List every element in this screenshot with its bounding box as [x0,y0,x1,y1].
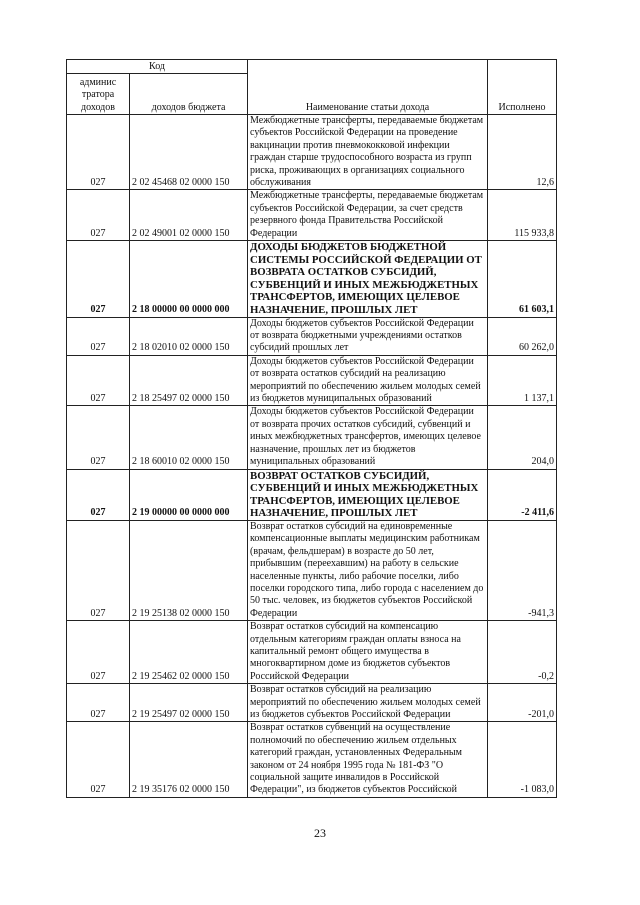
budget-code-cell: 2 19 00000 00 0000 000 [130,469,248,520]
amount-cell: 1 137,1 [488,355,557,406]
table-body [67,115,557,798]
budget-code-cell: 2 02 45468 02 0000 150 [130,115,248,190]
admin-cell: 027 [67,190,130,241]
admin-cell: 027 [67,722,130,797]
admin-cell: 027 [67,115,130,190]
amount-cell: -201,0 [488,684,557,722]
amount-cell: 12,6 [488,115,557,190]
income-name-cell: ВОЗВРАТ ОСТАТКОВ СУБСИДИЙ, СУБВЕНЦИЙ И ИНЫХ МЕЖБЮДЖЕТНЫХ ТРАНСФЕРТОВ, ИМЕЮЩИХ ЦЕЛЕВОЕ НАЗНАЧЕНИЕ, ПРОШЛЫХ ЛЕТ [248,469,488,520]
table-row [67,722,557,797]
executed-column-header: Исполнено [488,60,557,115]
income-name-cell: Доходы бюджетов субъектов Российской Федерации от возврата прочих остатков субсидий, субвенций и иных межбюджетных трансфертов, имеющих целевое назначение, прошлых лет из бюджетов муниципальных образований [248,406,488,469]
amount-cell: 60 262,0 [488,317,557,355]
amount-cell: -1 083,0 [488,722,557,797]
admin-cell: 027 [67,684,130,722]
income-code-column-header: доходов бюджета [130,74,248,115]
budget-code-cell: 2 18 02010 02 0000 150 [130,317,248,355]
income-name-cell: Доходы бюджетов субъектов Российской Федерации от возврата бюджетными учреждениями остатков субсидий прошлых лет [248,317,488,355]
budget-code-cell: 2 18 60010 02 0000 150 [130,406,248,469]
budget-code-cell: 2 19 25497 02 0000 150 [130,684,248,722]
budget-code-cell: 2 19 25462 02 0000 150 [130,621,248,684]
admin-cell: 027 [67,317,130,355]
table-row [67,355,557,406]
admin-cell: 027 [67,355,130,406]
table-row [67,406,557,469]
table-row [67,317,557,355]
table-row [67,469,557,520]
table-row [67,241,557,318]
amount-cell: 204,0 [488,406,557,469]
budget-code-cell: 2 19 35176 02 0000 150 [130,722,248,797]
amount-cell: 61 603,1 [488,241,557,318]
income-name-cell: Межбюджетные трансферты, передаваемые бюджетам субъектов Российской Федерации, за счет средств резервного фонда Правительства Российской Федерации [248,190,488,241]
admin-column-header: админис тратора доходов [67,74,130,115]
income-name-cell: Возврат остатков субвенций на осуществление полномочий по обеспечению жильем отдельных категорий граждан, установленных Федеральным законом от 24 ноября 1995 года № 181-ФЗ "О социальной защите инвалидов в Российской Федерации", из бюджетов субъектов Российской [248,722,488,797]
amount-cell: -2 411,6 [488,469,557,520]
budget-code-cell: 2 19 25138 02 0000 150 [130,520,248,620]
income-name-cell: Возврат остатков субсидий на единовременные компенсационные выплаты медицинским работникам (врачам, фельдшерам) в возрасте до 50 лет, прибывшим (переехавшим) на работу в сельские населенные пункты, либо рабочие поселки, либо поселки городского типа, либо города с населением до 50 тыс. человек, из бюджетов субъектов Российской Федерации [248,520,488,620]
table-row [67,115,557,190]
income-name-cell: ДОХОДЫ БЮДЖЕТОВ БЮДЖЕТНОЙ СИСТЕМЫ РОССИЙСКОЙ ФЕДЕРАЦИИ ОТ ВОЗВРАТА ОСТАТКОВ СУБСИДИЙ, СУБВЕНЦИЙ И ИНЫХ МЕЖБЮДЖЕТНЫХ ТРАНСФЕРТОВ, ИМЕЮЩИХ ЦЕЛЕВОЕ НАЗНАЧЕНИЕ, ПРОШЛЫХ ЛЕТ [248,241,488,318]
table-row [67,684,557,722]
budget-code-cell: 2 18 25497 02 0000 150 [130,355,248,406]
table-row [67,190,557,241]
admin-cell: 027 [67,241,130,318]
name-column-header: Наименование статьи дохода [248,60,488,115]
admin-cell: 027 [67,621,130,684]
income-name-cell: Возврат остатков субсидий на компенсацию отдельным категориям граждан оплаты взноса на капитальный ремонт общего имущества в многоквартирном доме из бюджетов субъектов Российской Федерации [248,621,488,684]
income-name-cell: Доходы бюджетов субъектов Российской Федерации от возврата остатков субсидий на реализацию мероприятий по обеспечению жильем молодых семей из бюджетов муниципальных образований [248,355,488,406]
amount-cell: -941,3 [488,520,557,620]
income-name-cell: Возврат остатков субсидий на реализацию мероприятий по обеспечению жильем молодых семей из бюджетов субъектов Российской Федерации [248,684,488,722]
table-row [67,520,557,620]
budget-code-cell: 2 02 49001 02 0000 150 [130,190,248,241]
admin-cell: 027 [67,469,130,520]
income-table [66,59,557,798]
code-group-header: Код [67,60,248,74]
budget-code-cell: 2 18 00000 00 0000 000 [130,241,248,318]
table-row [67,621,557,684]
amount-cell: 115 933,8 [488,190,557,241]
income-name-cell: Межбюджетные трансферты, передаваемые бюджетам субъектов Российской Федерации на проведение вакцинации против пневмококковой инфекции граждан старше трудоспособного возраста из групп риска, проживающих в организациях социального обслуживания [248,115,488,190]
admin-cell: 027 [67,520,130,620]
admin-cell: 027 [67,406,130,469]
page-number: 23 [314,826,326,840]
amount-cell: -0,2 [488,621,557,684]
